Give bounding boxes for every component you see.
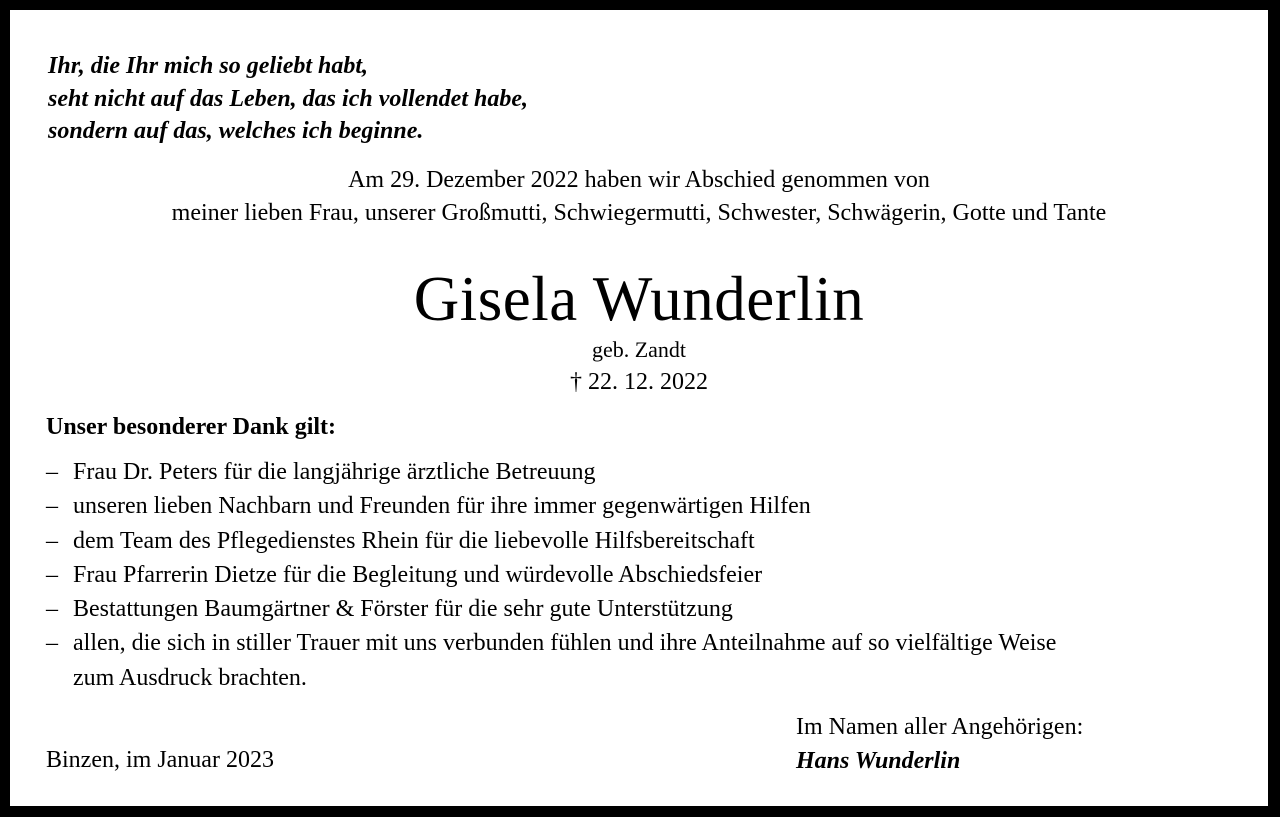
signer-name: Hans Wunderlin [796, 748, 961, 774]
list-item-text: Frau Pfarrerin Dietze für die Begleitung und würdevolle Abschiedsfeier [73, 561, 763, 588]
list-item-text: Bestattungen Baumgärtner & Förster für die sehr gute Unterstützung [73, 596, 733, 623]
deceased-name: Gisela Wunderlin [413, 264, 865, 334]
dash-bullet: – [46, 493, 58, 520]
list-item [46, 626, 1246, 695]
list-item-text-continued: zum Ausdruck brachten. [73, 664, 307, 691]
list-item-text: allen, die sich in stiller Trauer mit uns verbunden fühlen und ihre Anteilnahme auf so vielfältige Weise [73, 630, 1057, 657]
thanks-list [46, 455, 1246, 695]
cross-icon: † [570, 369, 582, 395]
motto-line: Ihr, die Ihr mich so geliebt habt, [48, 53, 369, 79]
maiden-name: geb. Zandt [591, 337, 687, 362]
intro-line: meiner lieben Frau, unserer Großmutti, Schwiegermutti, Schwester, Schwägerin, Gotte und Tante [171, 200, 1107, 226]
list-item [46, 489, 1246, 523]
list-item [46, 455, 1246, 489]
list-item-text: dem Team des Pflegedienstes Rhein für die liebevolle Hilfsbereitschaft [73, 527, 755, 554]
on-behalf-label: Im Namen aller Angehörigen: [796, 714, 1084, 740]
motto-quote [48, 50, 528, 148]
announcement-intro [10, 164, 1268, 230]
dash-bullet: – [46, 527, 58, 554]
list-item-text: Frau Dr. Peters für die langjährige ärztliche Betreuung [73, 459, 596, 485]
intro-line: Am 29. Dezember 2022 haben wir Abschied genommen von [348, 167, 930, 193]
motto-line: sondern auf das, welches ich beginne. [48, 118, 424, 144]
list-item [46, 524, 1246, 558]
death-date: 22. 12. 2022 [588, 369, 708, 395]
obituary-notice [10, 10, 1268, 806]
dash-bullet: – [46, 561, 58, 588]
list-item-text: unseren lieben Nachbarn und Freunden für ihre immer gegenwärtigen Hilfen [73, 493, 811, 520]
place-and-date: Binzen, im Januar 2023 [46, 747, 274, 773]
list-item [46, 592, 1246, 626]
list-item [46, 558, 1246, 592]
dash-bullet: – [46, 596, 58, 623]
motto-line: seht nicht auf das Leben, das ich vollendet habe, [48, 85, 528, 112]
thanks-heading: Unser besonderer Dank gilt: [46, 414, 337, 440]
signature-block [796, 710, 1083, 778]
death-date-line [10, 367, 1268, 397]
dash-bullet: – [46, 630, 58, 657]
dash-bullet: – [46, 459, 58, 485]
